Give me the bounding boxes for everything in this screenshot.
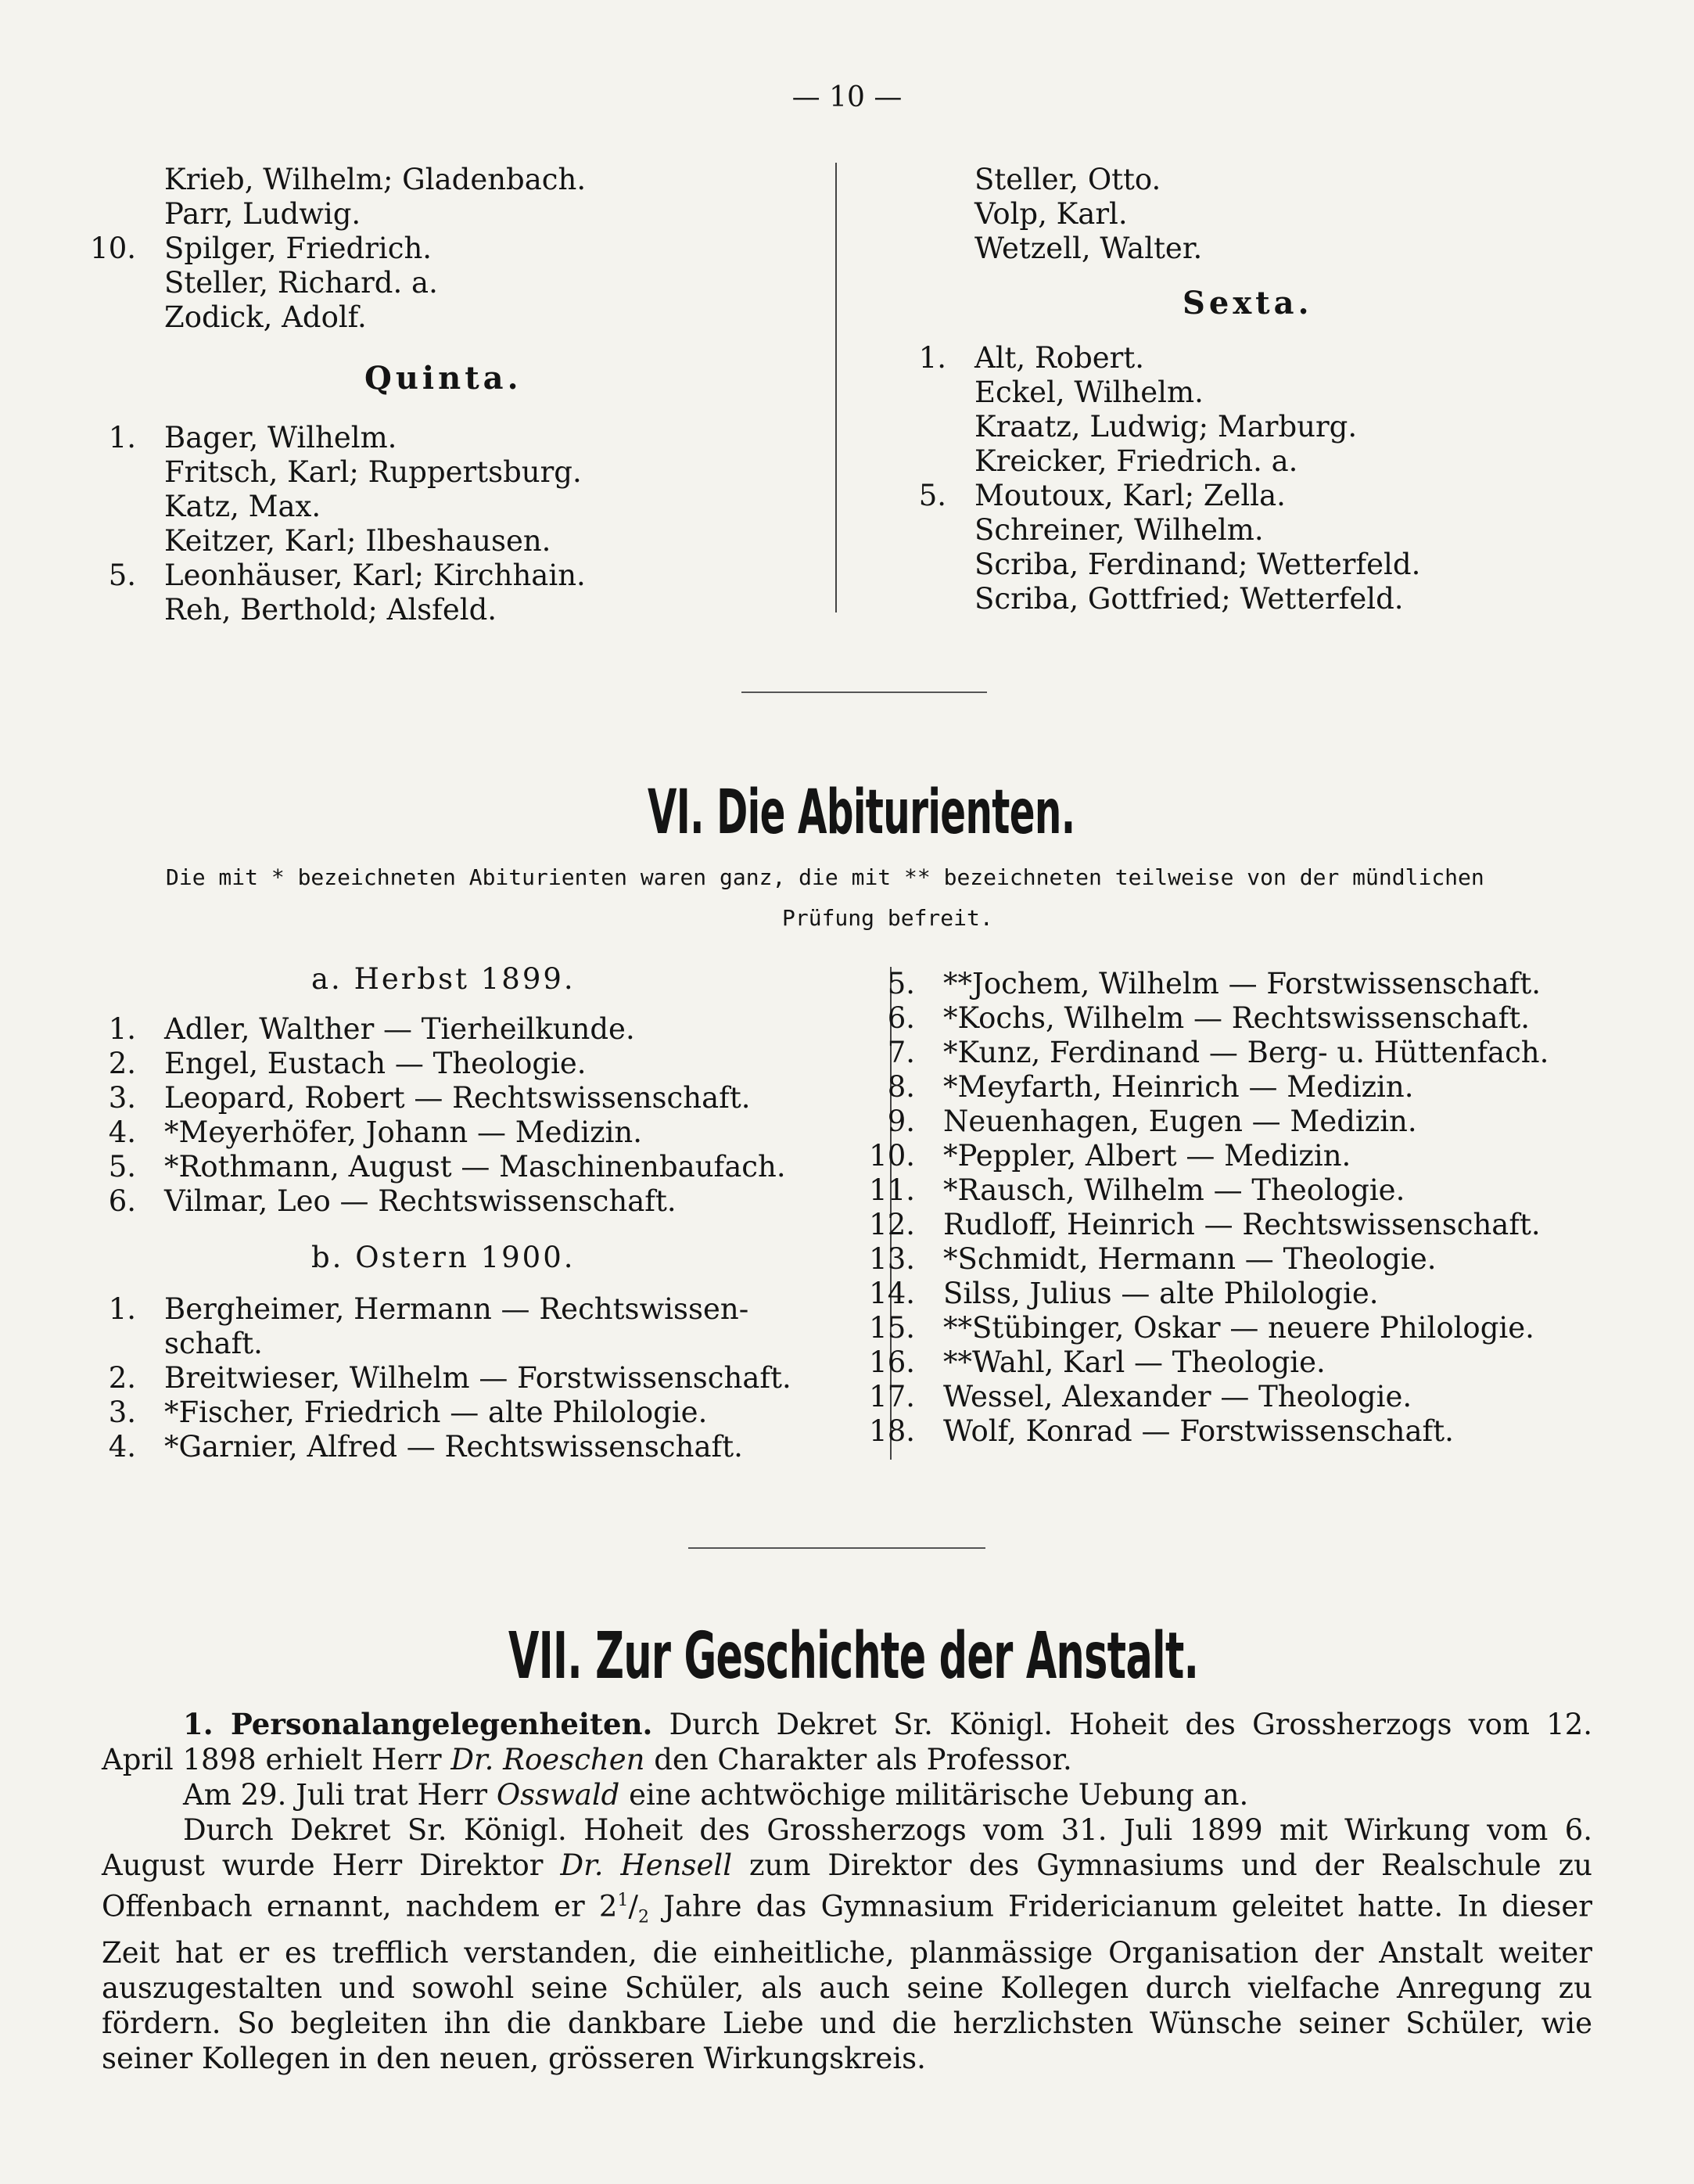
item-number: 1. (918, 341, 946, 375)
item-text: *Peppler, Albert — Medizin. (943, 1139, 1351, 1173)
item-text: Leopard, Robert — Rechtswissenschaft. (164, 1081, 751, 1115)
item-text: Eckel, Wilhelm. (974, 375, 1204, 409)
section-separator-2 (688, 1547, 985, 1549)
item-number: 5. (918, 479, 946, 512)
exemption-note-line1: Die mit * bezeichneten Abiturienten waren ganz, die mit ** bezeichneten teilweise von der mündlichen (166, 864, 1484, 890)
item-text: *Kunz, Ferdinand — Berg- u. Hüttenfach. (943, 1036, 1549, 1069)
herbst-heading: a. Herbst 1899. (311, 962, 576, 996)
item-number: 18. (869, 1414, 915, 1448)
item-number: 10. (90, 232, 136, 265)
item-text: Wessel, Alexander — Theologie. (943, 1380, 1412, 1413)
p1-text-a: Durch Dekret Sr. Königl. Hoheit des Grossherzogs vom 12. April 1898 erhielt Herr (102, 1708, 1592, 1776)
item-text: **Wahl, Karl — Theologie. (943, 1345, 1326, 1379)
p3-text-a: Durch Dekret Sr. Königl. Hoheit des Grossherzogs vom 31. Juli 1899 mit Wirkung vom 6. August wurde Herr Direktor (102, 1813, 1592, 1882)
item-number: 6. (887, 1001, 915, 1035)
item-text: Vilmar, Leo — Rechtswissenschaft. (164, 1184, 677, 1218)
item-text: Bager, Wilhelm. (164, 421, 397, 454)
item-text: schaft. (164, 1327, 263, 1360)
item-number: 14. (869, 1277, 915, 1310)
item-text: Rudloff, Heinrich — Rechtswissenschaft. (943, 1208, 1541, 1241)
paragraph-2 (102, 1777, 1592, 1812)
item-number: 5. (108, 559, 136, 592)
item-text: Kreicker, Friedrich. a. (974, 444, 1298, 478)
item-number: 12. (869, 1208, 915, 1241)
item-text: Scriba, Gottfried; Wetterfeld. (974, 582, 1404, 616)
item-text: Krieb, Wilhelm; Gladenbach. (164, 163, 587, 196)
item-number: 2. (108, 1361, 136, 1395)
item-text: Zodick, Adolf. (164, 300, 367, 334)
item-number: 5. (108, 1150, 136, 1184)
item-text: Katz, Max. (164, 490, 321, 523)
p2-text-a: Am 29. Juli trat Herr (183, 1778, 497, 1812)
item-number: 5. (887, 967, 915, 1000)
ostern-heading: b. Ostern 1900. (311, 1241, 576, 1274)
quinta-heading: Quinta. (364, 360, 522, 397)
section-7-heading: VII. Zur Geschichte der Anstalt. (508, 1619, 1199, 1694)
item-text: Breitwieser, Wilhelm — Forstwissenschaft. (164, 1361, 791, 1395)
paragraph-1 (0, 1707, 1592, 1777)
item-text: Alt, Robert. (974, 341, 1144, 375)
item-text: Adler, Walther — Tierheilkunde. (164, 1012, 635, 1046)
item-number: 4. (108, 1430, 136, 1464)
item-number: 16. (869, 1345, 915, 1379)
item-text: Kraatz, Ludwig; Marburg. (974, 410, 1358, 444)
item-text: Keitzer, Karl; Ilbeshausen. (164, 524, 551, 558)
item-text: *Meyfarth, Heinrich — Medizin. (943, 1070, 1414, 1104)
item-text: Wolf, Konrad — Forstwissenschaft. (943, 1414, 1454, 1448)
history-text (102, 1707, 1592, 2076)
item-number: 11. (869, 1173, 915, 1207)
item-text: **Stübinger, Oskar — neuere Philologie. (943, 1311, 1534, 1345)
item-number: 8. (887, 1070, 915, 1104)
item-number: 17. (869, 1380, 915, 1413)
item-number: 3. (108, 1396, 136, 1429)
item-text: *Meyerhöfer, Johann — Medizin. (164, 1115, 643, 1149)
item-text: Leonhäuser, Karl; Kirchhain. (164, 559, 586, 592)
sexta-heading: Sexta. (1183, 285, 1313, 321)
item-text: **Jochem, Wilhelm — Forstwissenschaft. (943, 967, 1541, 1000)
item-text: Scriba, Ferdinand; Wetterfeld. (974, 548, 1421, 581)
item-number: 2. (108, 1047, 136, 1080)
item-number: 10. (869, 1139, 915, 1173)
item-text: *Rothmann, August — Maschinenbaufach. (164, 1150, 786, 1184)
item-number: 1. (108, 1012, 136, 1046)
fraction-numerator: 1 (617, 1891, 629, 1910)
paragraph-3: Durch Dekret Sr. Königl. Hoheit des Grossherzogs vom 31. Juli 1899 mit Wirkung vom 6. August wurde Herr Direktor Dr. Hensell zum Direktor des Gymnasiums und der Realschule zu Offenbach ernannt, nachdem er $2^1/_2$ Jahre das Gymnasium Fridericianum geleitet hatte. In dieser Zeit hat er es trefflich verstanden, die einheitliche, planmässige Organisation der Anstalt weiter auszugestalten und sowohl seine Schüler, als auch seine Kollegen durch vielfache Anregung zu fördern. So begleiten ihn die dankbare Liebe und die herzlichsten Wünsche seiner Schüler, wie seiner Kollegen in den neuen, grösseren Wirkungskreis. (102, 1813, 1592, 2075)
personal-heading: 1. Personalangelegenheiten. (183, 1707, 653, 1741)
p1-text-b: den Charakter als Professor. (644, 1743, 1072, 1776)
item-text: Volp, Karl. (974, 197, 1128, 231)
item-number: 15. (869, 1311, 915, 1345)
item-text: Reh, Berthold; Alsfeld. (164, 593, 497, 627)
item-number: 4. (108, 1115, 136, 1149)
item-number: 6. (108, 1184, 136, 1218)
page-number: — 10 — (791, 81, 903, 113)
fraction-denominator: 2 (637, 1907, 649, 1927)
item-number: 9. (887, 1105, 915, 1138)
p2-text-b: eine achtwöchige militärische Uebung an. (619, 1778, 1249, 1812)
item-text: Parr, Ludwig. (164, 197, 361, 231)
top-column-divider (835, 163, 837, 612)
exemption-note-line2: Prüfung befreit. (782, 905, 993, 931)
item-text: *Kochs, Wilhelm — Rechtswissenschaft. (943, 1001, 1530, 1035)
item-number: 1. (108, 1292, 136, 1326)
item-text: Bergheimer, Hermann — Rechtswissen- (164, 1292, 749, 1326)
item-text: Silss, Julius — alte Philologie. (943, 1277, 1379, 1310)
p2-name: Osswald (496, 1778, 620, 1812)
item-text: *Schmidt, Hermann — Theologie. (943, 1242, 1437, 1276)
item-number: 3. (108, 1081, 136, 1115)
section-separator (741, 691, 987, 693)
section-6-heading: VI. Die Abiturienten. (648, 778, 1075, 848)
item-number: 7. (887, 1036, 915, 1069)
item-text: Schreiner, Wilhelm. (974, 513, 1264, 547)
p1-name: Dr. Roeschen (450, 1743, 645, 1776)
item-text: *Fischer, Friedrich — alte Philologie. (164, 1396, 708, 1429)
item-text: *Garnier, Alfred — Rechtswissenschaft. (164, 1430, 743, 1464)
item-text: Moutoux, Karl; Zella. (974, 479, 1286, 512)
item-text: Spilger, Friedrich. (164, 232, 432, 265)
item-text: Fritsch, Karl; Ruppertsburg. (164, 455, 582, 489)
item-text: Wetzell, Walter. (974, 232, 1203, 265)
item-text: Steller, Otto. (974, 163, 1161, 196)
item-number: 13. (869, 1242, 915, 1276)
item-text: Neuenhagen, Eugen — Medizin. (943, 1105, 1417, 1138)
item-number: 1. (108, 421, 136, 454)
p3-text-c: Jahre das Gymnasium Fridericianum geleitet hatte. In dieser Zeit hat er es trefflich verstanden, die einheitliche, planmässige Organisation der Anstalt weiter auszugestalten und sowohl seine Schüler, als auch seine Kollegen durch vielfache Anregung zu fördern. So begleiten ihn die dankbare Liebe und die herzlichsten Wünsche seiner Schüler, wie seiner Kollegen in den neuen, grösseren Wirkungskreis. (102, 1889, 1592, 2075)
p3-text-b: zum Direktor des Gymnasiums und der Realschule zu Offenbach ernannt, nachdem er 2 (102, 1848, 1592, 1924)
p3-name: Dr. Hensell (560, 1848, 733, 1882)
item-text: *Rausch, Wilhelm — Theologie. (943, 1173, 1405, 1207)
item-text: Steller, Richard. a. (164, 266, 438, 300)
item-text: Engel, Eustach — Theologie. (164, 1047, 587, 1080)
